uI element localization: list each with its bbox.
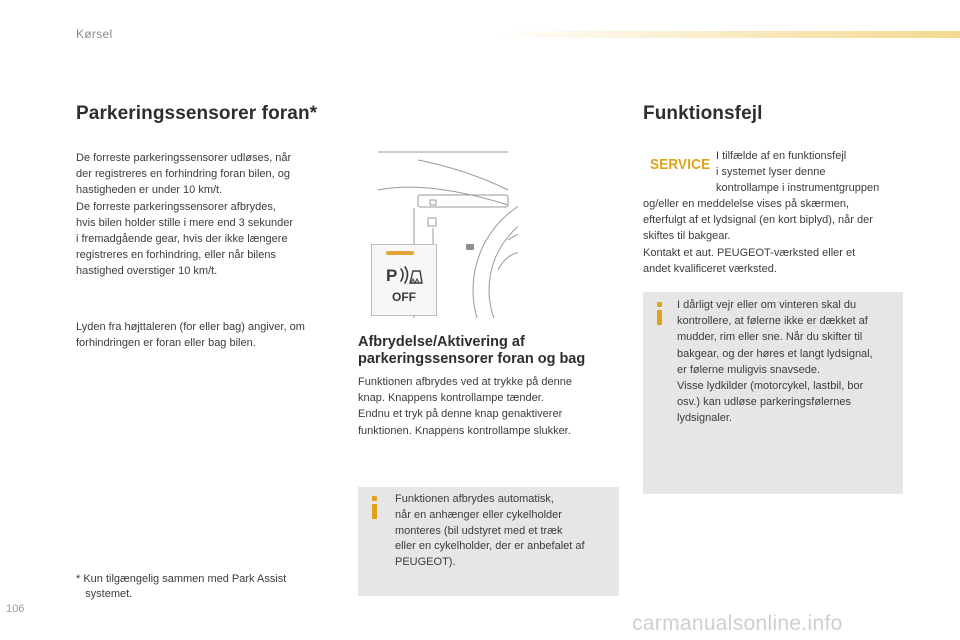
middle-paragraph: Funktionen afbrydes ved at trykke på denne knap. Knappens kontrollampe tænder. Endnu et tryk på denne knap genaktiverer funktionen. Knappens kontrollampe slukker. bbox=[358, 376, 573, 437]
middle-info-text: Funktionen afbrydes automatisk, når en anhænger eller cykelholder monteres (bil udstyret med et træk eller en cykelholder, der er anbefalet af PEUGEOT). bbox=[395, 493, 585, 569]
parking-sensor-icon bbox=[384, 263, 424, 289]
right-title: Funktionsfejl bbox=[643, 103, 763, 124]
right-paragraph-indented: I tilfælde af en funktionsfejl i systemet lyser denne kontrollampe i instrumentgruppen bbox=[716, 150, 880, 195]
off-label: OFF bbox=[392, 290, 416, 304]
left-paragraph-2: Lyden fra højttaleren (for eller bag) angiver, om forhindringen er foran eller bag bilen. bbox=[76, 321, 305, 350]
svg-text:P: P bbox=[386, 266, 398, 285]
right-info-box bbox=[643, 292, 903, 494]
right-paragraph: og/eller en meddelelse vises på skærmen, efterfulgt af et lydsignal (en kort biplyd), når der skiftes til bakgear. Kontakt et aut. PEUGEOT-værksted eller et andet kvalificeret værksted. bbox=[643, 198, 873, 275]
info-icon bbox=[653, 302, 667, 326]
footnote: * Kun tilgængelig sammen med Park Assist systemet. bbox=[76, 573, 287, 600]
middle-info-box bbox=[358, 487, 619, 596]
section-tag: Kørsel bbox=[76, 27, 113, 41]
right-info-text: I dårligt vejr eller om vinteren skal du kontrollere, at følerne ikke er dækket af mudder, rim eller sne. Når du skifter til bakgear, og der høres et langt lydsignal, er følerne muligvis snavsede. Visse lydkilder (motorcykel, lastbil, bor osv.) kan udløse parkeringsfølernes lydsignaler. bbox=[677, 299, 873, 425]
service-warning-icon: SERVICE bbox=[650, 156, 711, 173]
middle-title: Afbrydelse/Aktivering af parkeringssensorer foran og bag bbox=[358, 334, 586, 367]
left-paragraph-1: De forreste parkeringssensorer udløses, når der registreres en forhindring foran bilen, og hastigheden er under 10 km/t. De forreste parkeringssensorer afbrydes, hvis bilen holder stille i mere end 3 sekunder i fremadgående gear, hvis der ikke længere registreres en forhindring, eller når bilens hastighed overstiger 10 km/t. bbox=[76, 152, 294, 278]
page-number: 106 bbox=[6, 603, 25, 615]
left-title: Parkeringssensorer foran* bbox=[76, 103, 318, 124]
watermark: carmanualsonline.info bbox=[632, 612, 843, 635]
header-bar bbox=[490, 31, 960, 38]
indicator-lamp bbox=[386, 251, 414, 255]
park-assist-off-button[interactable] bbox=[371, 244, 437, 316]
info-icon bbox=[368, 496, 382, 520]
